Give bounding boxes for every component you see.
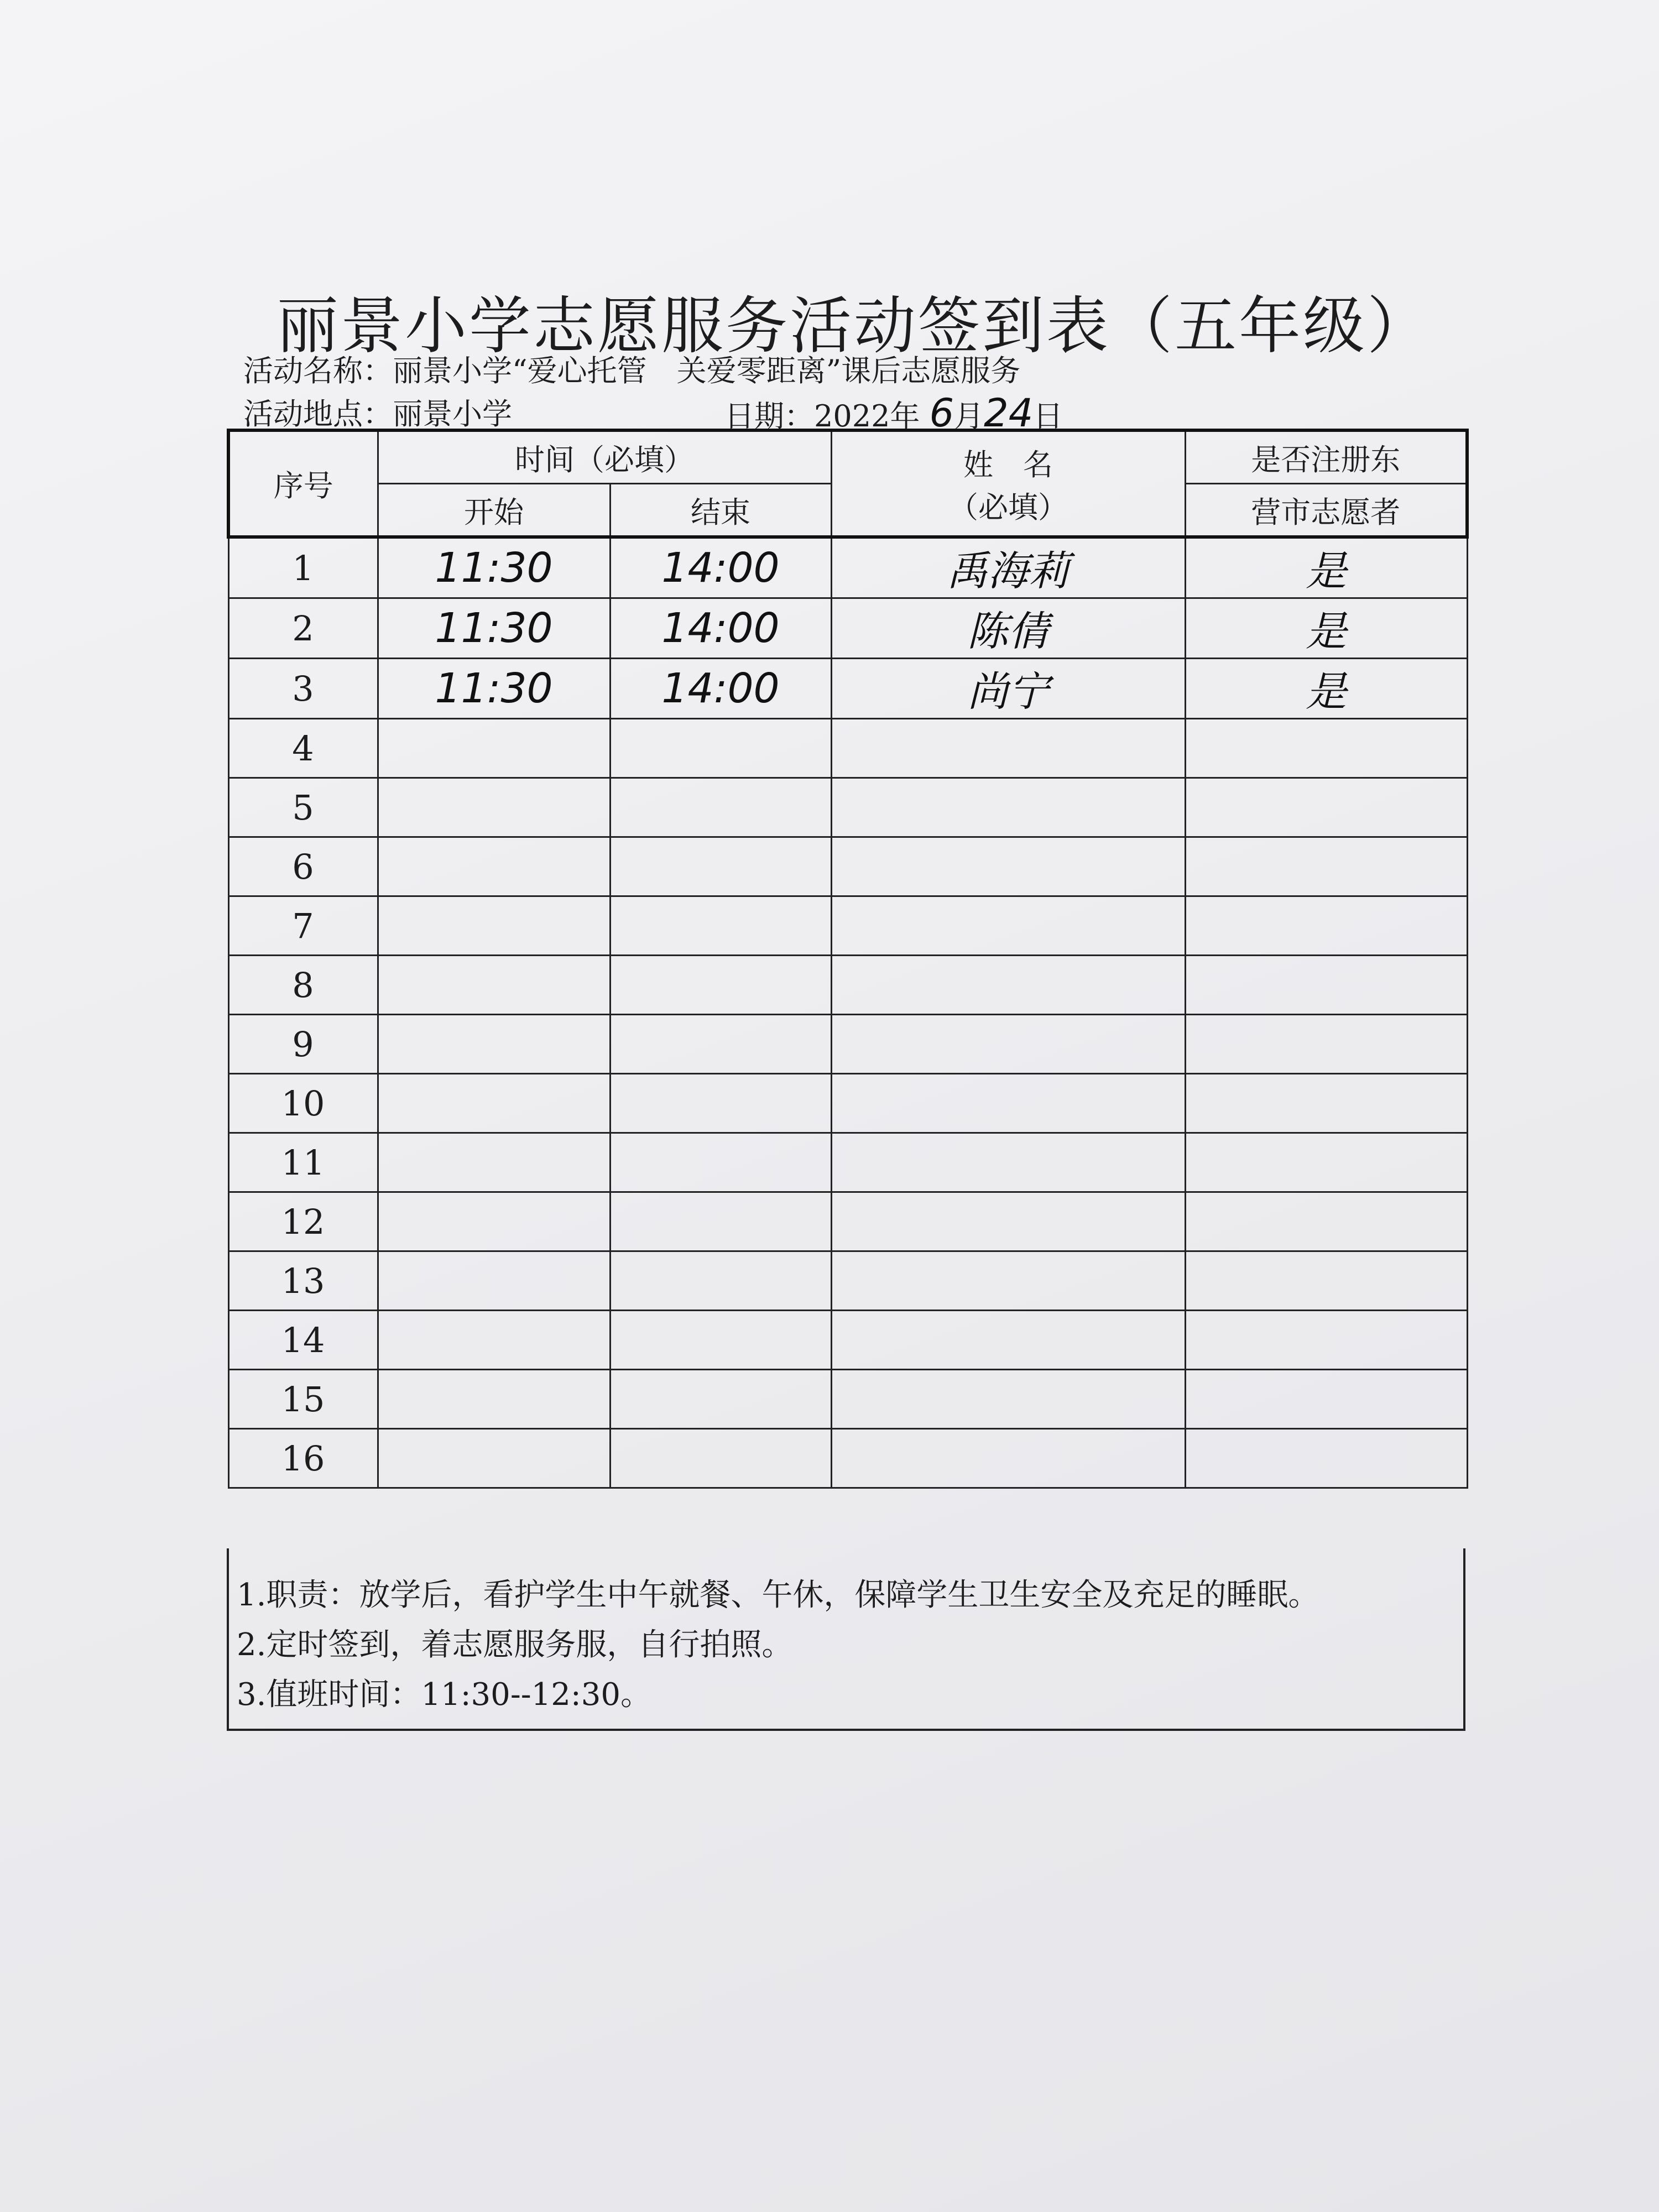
activity-location-value: 丽景小学 [393,397,512,431]
table-row [228,1429,1467,1488]
activity-location-line [243,390,1063,436]
sign-in-sheet [182,276,1521,1781]
row-start-time [378,598,610,659]
row-start-time [378,956,610,1015]
row-name-handwritten: 禹海莉 [947,547,1070,595]
row-index: 7 [228,896,378,956]
row-index: 4 [228,719,378,778]
row-registered-handwritten: 是 [1306,547,1347,595]
row-end-time [610,1429,831,1488]
row-end-time [610,1311,831,1370]
row-index: 3 [228,659,378,719]
activity-name-value: 丽景小学“爱心托管 关爱零距离”课后志愿服务 [393,353,1021,388]
row-name [831,1251,1185,1311]
row-start-time [378,659,610,719]
row-registered [1185,956,1467,1015]
row-registered [1185,1370,1467,1429]
activity-name-label: 活动名称： [243,353,393,388]
row-end-time [610,778,831,837]
table-row [228,719,1467,778]
header-name-required: （必填） [948,489,1068,525]
row-name-handwritten: 尚宁 [967,668,1049,716]
activity-location-label: 活动地点： [243,397,393,431]
table-row [228,956,1467,1015]
row-name [831,778,1185,837]
row-start-time-handwritten: 11:30 [435,544,553,592]
header-end: 结束 [610,484,831,538]
row-index: 8 [228,956,378,1015]
row-name [831,659,1185,719]
row-name [831,1133,1185,1192]
row-end-time [610,956,831,1015]
row-name [831,1370,1185,1429]
table-row [228,896,1467,956]
table-header [228,430,1467,537]
row-index: 15 [228,1370,378,1429]
row-index: 6 [228,837,378,896]
row-end-time [610,659,831,719]
row-name [831,956,1185,1015]
row-start-time [378,537,610,598]
row-registered [1185,537,1467,598]
note-item: 3.值班时间：11:30--12:30。 [237,1677,652,1713]
header-name-label: 姓 名 [963,447,1053,482]
row-index: 14 [228,1311,378,1370]
row-end-time [610,1074,831,1133]
row-start-time [378,837,610,896]
note-item: 2.定时签到，着志愿服务服，自行拍照。 [237,1627,793,1663]
date-month-unit: 月 [954,399,984,434]
row-end-time [610,837,831,896]
table-row [228,537,1467,598]
row-registered [1185,778,1467,837]
row-index: 10 [228,1074,378,1133]
row-end-time [610,598,831,659]
row-registered [1185,719,1467,778]
date-month-handwritten: 6 [929,390,954,436]
row-start-time [378,1251,610,1311]
row-index: 12 [228,1192,378,1251]
row-name [831,1015,1185,1074]
header-index: 序号 [228,430,378,537]
row-start-time [378,719,610,778]
row-name [831,719,1185,778]
date-year: 2022年 [814,399,920,434]
header-name [831,430,1185,537]
notes-box [227,1548,1465,1731]
row-index: 13 [228,1251,378,1311]
row-start-time [378,1311,610,1370]
table-row [228,1370,1467,1429]
row-registered [1185,659,1467,719]
row-start-time [378,1370,610,1429]
row-end-time [610,1192,831,1251]
header-time: 时间（必填） [378,430,831,484]
row-registered [1185,1133,1467,1192]
table-body [228,537,1467,1488]
row-name [831,837,1185,896]
row-index: 9 [228,1015,378,1074]
row-start-time [378,896,610,956]
note-item: 1.职责：放学后，看护学生中午就餐、午休，保障学生卫生安全及充足的睡眠。 [237,1577,1319,1613]
table-row [228,1251,1467,1311]
row-index: 16 [228,1429,378,1488]
row-registered [1185,1192,1467,1251]
row-end-time [610,537,831,598]
row-start-time-handwritten: 11:30 [435,604,553,652]
date-label: 日期： [724,399,814,434]
row-end-time [610,1015,831,1074]
date-day-unit: 日 [1033,399,1063,434]
row-registered [1185,1251,1467,1311]
row-registered [1185,837,1467,896]
row-end-time [610,896,831,956]
header-registered-line1: 是否注册东 [1185,430,1467,484]
row-name [831,537,1185,598]
row-start-time [378,1015,610,1074]
row-start-time [378,1429,610,1488]
row-end-time [610,1133,831,1192]
row-start-time [378,1192,610,1251]
table-row [228,1192,1467,1251]
row-name [831,1074,1185,1133]
row-end-time [610,1251,831,1311]
table-row [228,837,1467,896]
row-index: 2 [228,598,378,659]
table-row [228,659,1467,719]
page-title: 丽景小学志愿服务活动签到表（五年级） [276,290,1431,362]
row-start-time-handwritten: 11:30 [435,665,553,712]
activity-name-line [243,347,1020,390]
row-registered [1185,1015,1467,1074]
row-registered-handwritten: 是 [1306,668,1347,716]
row-name [831,598,1185,659]
row-name [831,1429,1185,1488]
row-registered [1185,1429,1467,1488]
table-row [228,598,1467,659]
row-name [831,1192,1185,1251]
row-registered [1185,1311,1467,1370]
row-start-time [378,778,610,837]
table-row [228,1133,1467,1192]
row-name-handwritten: 陈倩 [967,608,1049,655]
row-name [831,1311,1185,1370]
row-start-time [378,1133,610,1192]
row-start-time [378,1074,610,1133]
row-end-time [610,719,831,778]
header-start: 开始 [378,484,610,538]
sign-in-table [227,429,1469,1489]
row-index: 5 [228,778,378,837]
row-registered [1185,598,1467,659]
row-index: 1 [228,537,378,598]
row-name [831,896,1185,956]
row-registered [1185,1074,1467,1133]
header-registered-line2: 营市志愿者 [1185,484,1467,538]
table-row [228,1311,1467,1370]
row-index: 11 [228,1133,378,1192]
row-end-time-handwritten: 14:00 [661,604,780,652]
row-end-time [610,1370,831,1429]
table-row [228,1074,1467,1133]
row-end-time-handwritten: 14:00 [661,544,780,592]
row-registered [1185,896,1467,956]
table-row [228,778,1467,837]
row-end-time-handwritten: 14:00 [661,665,780,712]
date-day-handwritten: 24 [984,390,1034,436]
table-row [228,1015,1467,1074]
row-registered-handwritten: 是 [1306,608,1347,655]
